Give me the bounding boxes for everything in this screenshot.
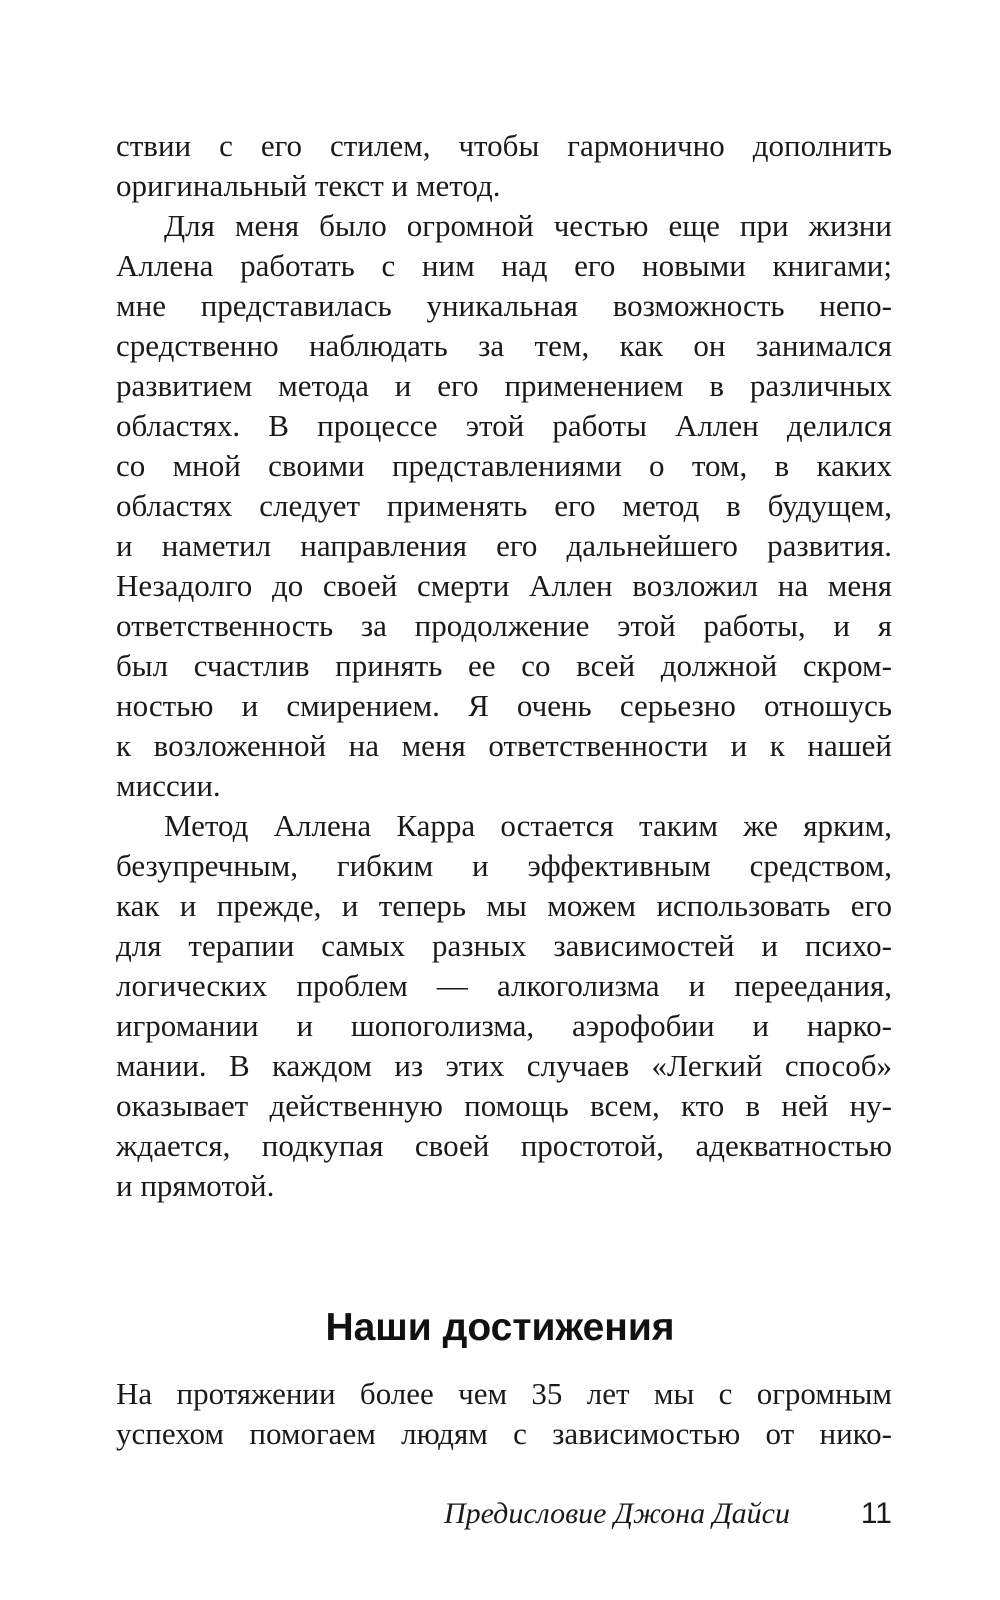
text-line: безупречным, гибким и эффективным средством, <box>116 848 892 883</box>
text-line: для терапии самых разных зависимостей и психо- <box>116 928 892 963</box>
text-line: логических проблем — алкоголизма и переедания, <box>116 968 892 1003</box>
text-line: мне представилась уникальная возможность непо- <box>116 288 892 323</box>
text-line: областях следует применять его метод в будущем, <box>116 488 892 523</box>
text-line: и наметил направления его дальнейшего развития. <box>116 528 892 563</box>
text-line: На протяжении более чем 35 лет мы с огромным <box>116 1376 892 1411</box>
text-line: и прямотой. <box>116 1168 275 1203</box>
text-line: к возложенной на меня ответственности и к нашей <box>116 728 892 763</box>
text-line: Аллена работать с ним над его новыми книгами; <box>116 248 892 283</box>
text-line: средственно наблюдать за тем, как он занимался <box>116 328 892 363</box>
text-line: успехом помогаем людям с зависимостью от нико- <box>116 1416 892 1451</box>
text-line: ностью и смирением. Я очень серьезно отношусь <box>116 688 892 723</box>
text-line: со мной своими представлениями о том, в каких <box>116 448 892 483</box>
text-line: мании. В каждом из этих случаев «Легкий способ» <box>116 1048 892 1083</box>
text-line: был счастлив принять ее со всей должной скром- <box>116 648 892 683</box>
running-title: Предисловие Джона Дайси <box>443 1497 790 1530</box>
text-line: Незадолго до своей смерти Аллен возложил на меня <box>116 568 892 603</box>
text-line: ждается, подкупая своей простотой, адекватностью <box>116 1128 892 1163</box>
text-line: развитием метода и его применением в различных <box>116 368 892 403</box>
text-line: как и прежде, и теперь мы можем использовать его <box>116 888 892 923</box>
text-line: Метод Аллена Карра остается таким же ярким, <box>164 808 892 843</box>
text-line: оказывает действенную помощь всем, кто в ней ну- <box>116 1088 892 1123</box>
text-line: ответственность за продолжение этой работы, и я <box>116 608 892 643</box>
section-heading: Наши достижения <box>325 1306 675 1349</box>
text-line: ствии с его стилем, чтобы гармонично дополнить <box>116 128 892 163</box>
text-line: Для меня было огромной честью еще при жизни <box>164 208 892 243</box>
page-number: 11 <box>860 1497 892 1530</box>
text-line: игромании и шопоголизма, аэрофобии и нарко- <box>116 1008 892 1043</box>
text-line: миссии. <box>116 768 221 803</box>
text-line: областях. В процессе этой работы Аллен делился <box>116 408 892 443</box>
text-line: оригинальный текст и метод. <box>116 168 501 203</box>
